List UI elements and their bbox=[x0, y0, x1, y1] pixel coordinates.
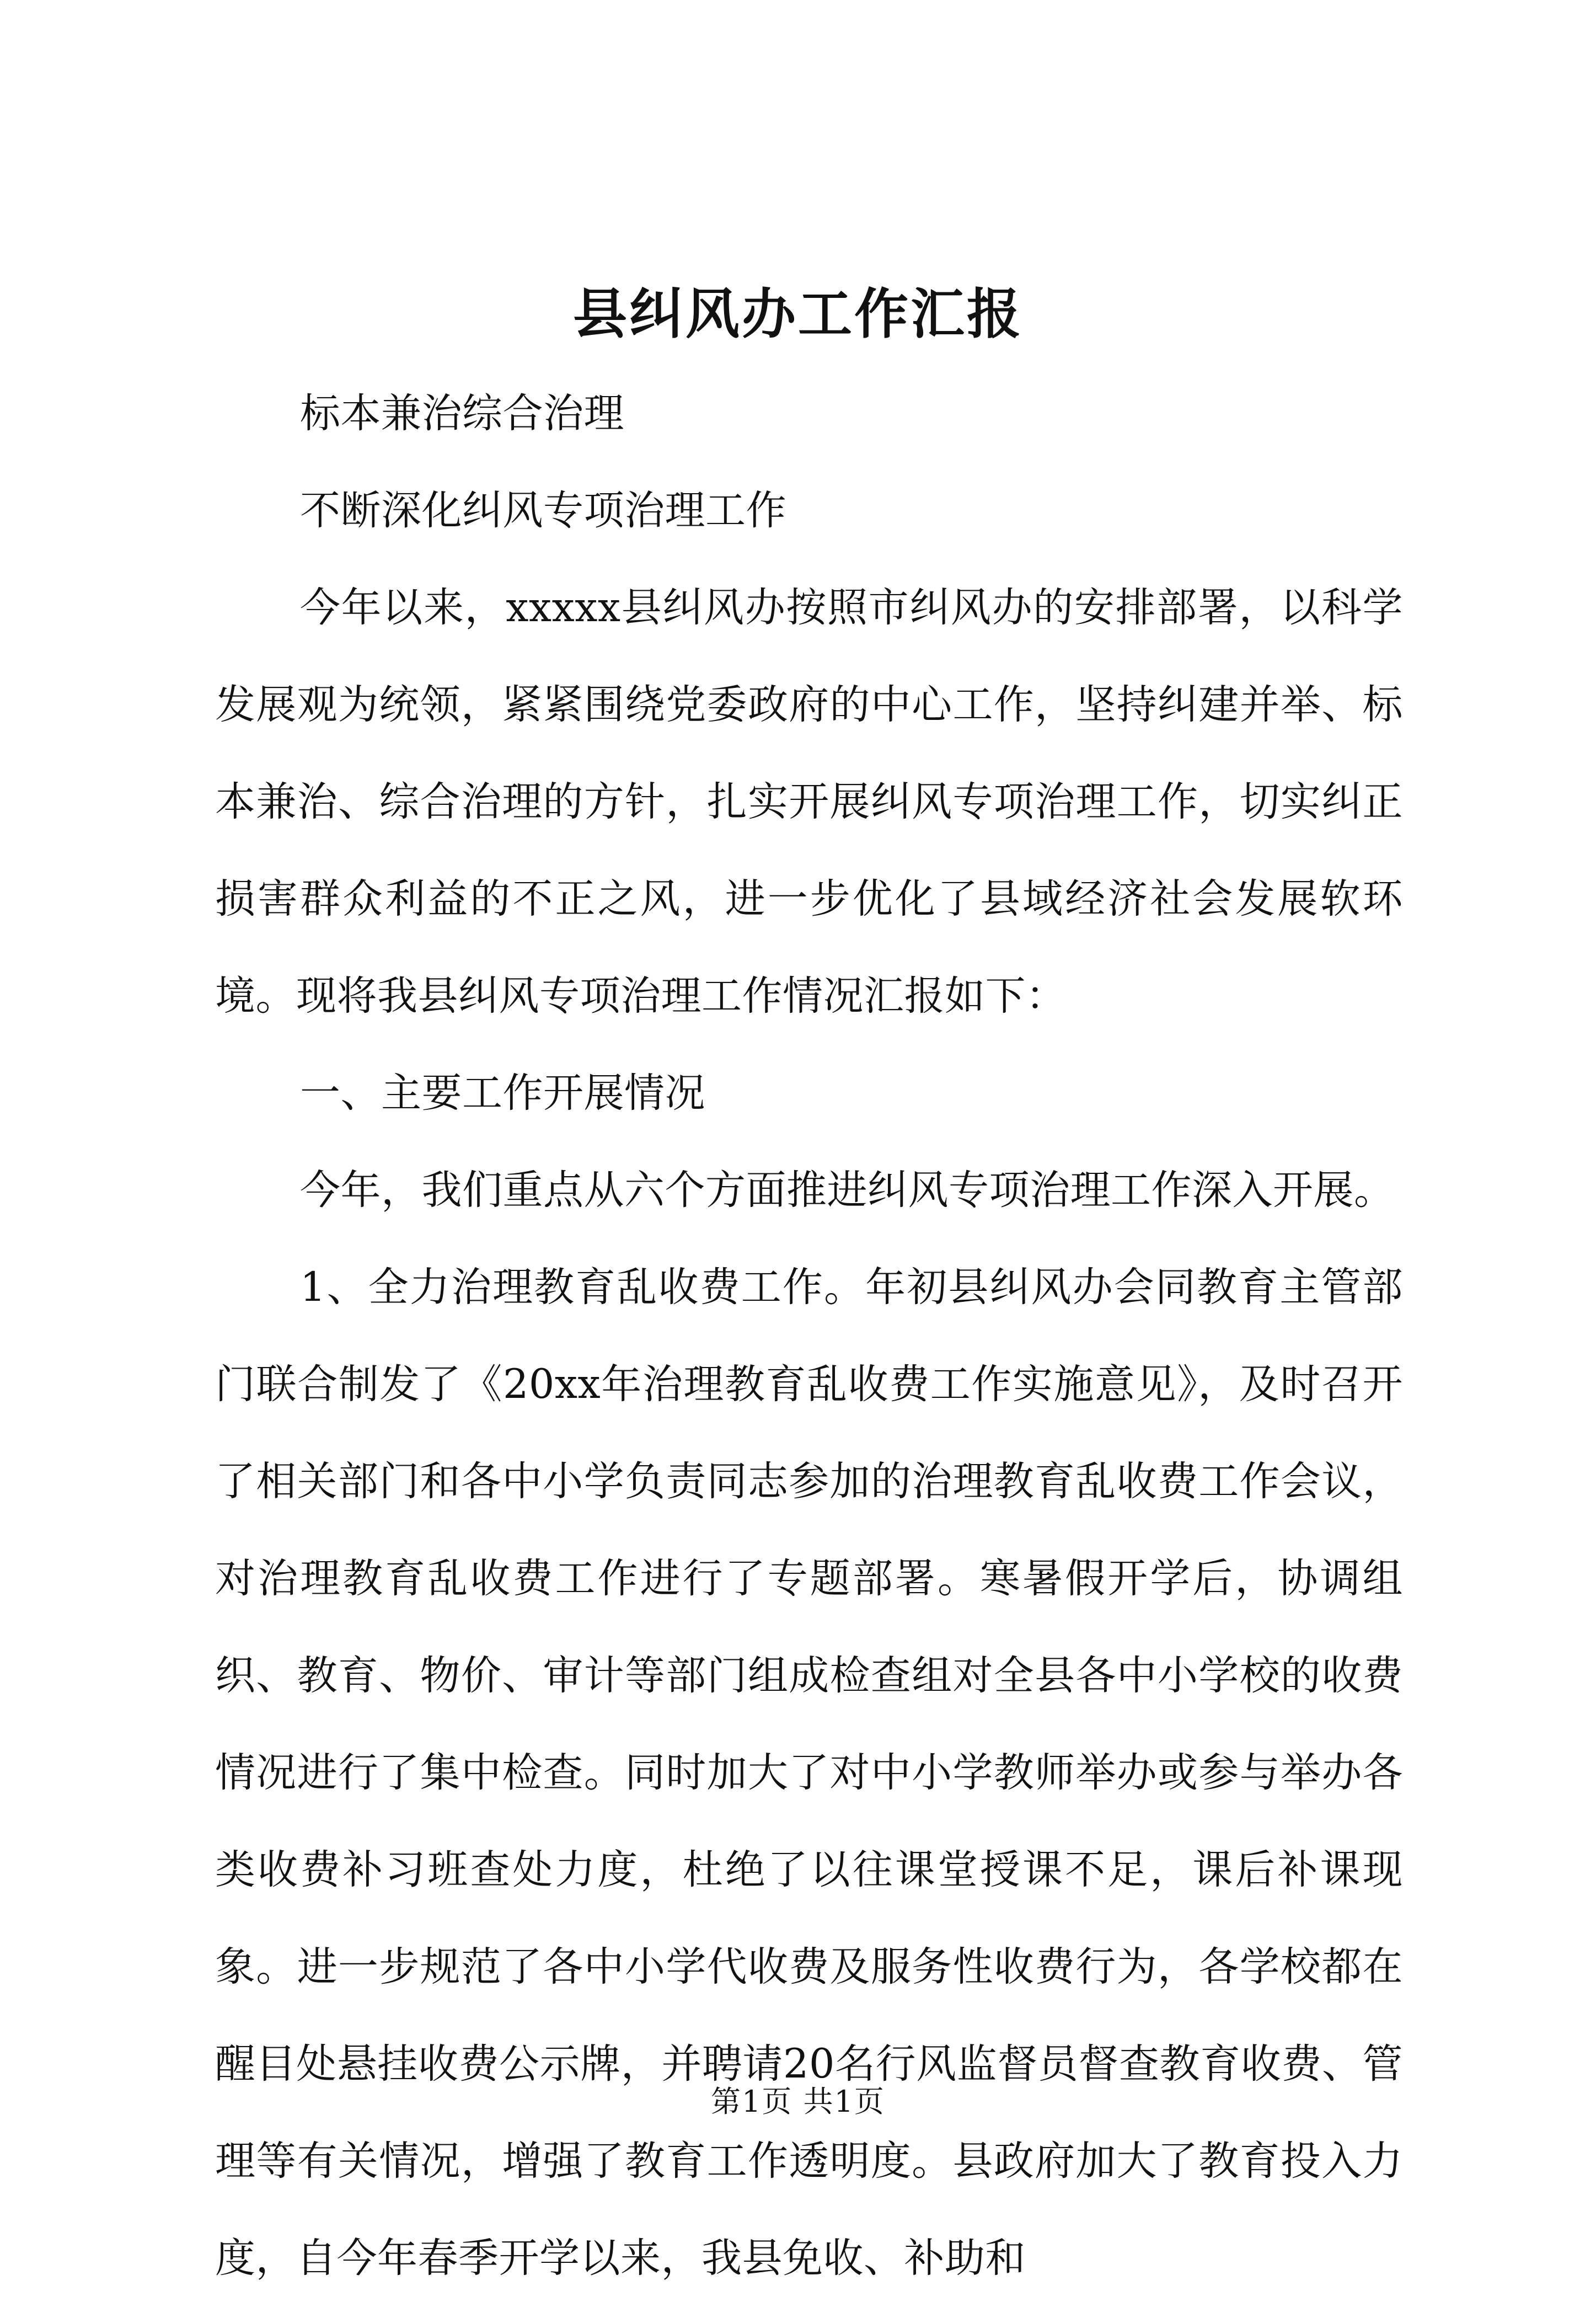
section-heading: 一、主要工作开展情况 bbox=[300, 1070, 705, 1117]
document-title: 县纠风办工作汇报 bbox=[572, 282, 1023, 346]
paragraph-subtitle-2: 不断深化纠风专项治理工作 bbox=[300, 487, 786, 534]
paragraph-subtitle-1: 标本兼治综合治理 bbox=[300, 390, 624, 437]
document-body bbox=[215, 365, 1403, 2307]
paragraph-item-1: 1、全力治理教育乱收费工作。年初县纠风办会同教育主管部门联合制发了《20xx年治理教育乱收费工作实施意见》，及时召开了相关部门和各中小学负责同志参加的治理教育乱收费工作会议，对治理教育乱收费工作进行了专题部署。寒暑假开学后，协调组织、教育、物价、审计等部门组成检查组对全县各中小学校的收费情况进行了集中检查。同时加大了对中小学教师举办或参与举办各类收费补习班查处力度，杜绝了以往课堂授课不足，课后补课现象。进一步规范了各中小学代收费及服务性收费行为，各学校都在醒目处悬挂收费公示牌，并聘请20名行风监督员督查教育收费、管理等有关情况，增强了教育工作透明度。县政府加大了教育投入力度，自今年春季开学以来，我县免收、补助和 bbox=[215, 1264, 1403, 2282]
paragraph-intro: 今年以来，xxxxx县纠风办按照市纠风办的安排部署，以科学发展观为统领，紧紧围绕党委政府的中心工作，坚持纠建并举、标本兼治、综合治理的方针，扎实开展纠风专项治理工作，切实纠正损害群众利益的不正之风，进一步优化了县域经济社会发展软环境。现将我县纠风专项治理工作情况汇报如下： bbox=[215, 584, 1403, 1019]
paragraph-overview: 今年，我们重点从六个方面推进纠风专项治理工作深入开展。 bbox=[300, 1167, 1395, 1214]
page-footer: 第1页 共1页 bbox=[711, 2084, 885, 2119]
